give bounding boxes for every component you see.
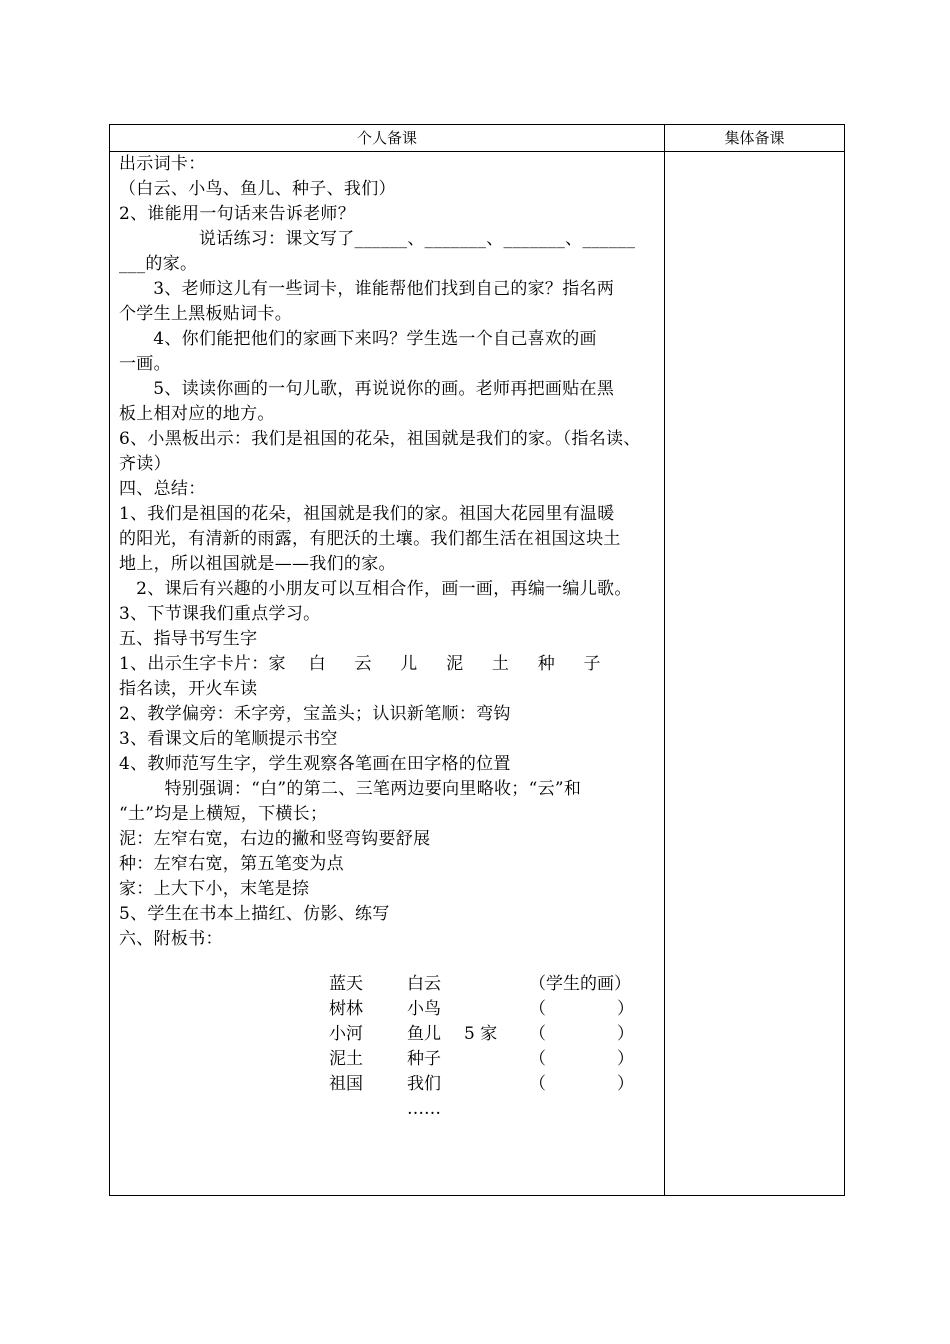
board-cell: 泥土 xyxy=(329,1049,363,1069)
board-cell: 鱼儿 xyxy=(407,1024,441,1044)
text-line: 泥：左窄右宽，右边的撇和竖弯钩要舒展 xyxy=(119,829,431,849)
text-line: 齐读） xyxy=(119,454,171,474)
column-divider xyxy=(664,125,665,1195)
section-heading-board: 六、附板书： xyxy=(119,929,223,949)
board-cell: ） xyxy=(617,1049,634,1069)
text-line: 种：左窄右宽，第五笔变为点 xyxy=(119,854,344,874)
lesson-plan-table xyxy=(109,124,845,1196)
header-personal-prep: 个人备课 xyxy=(356,129,417,147)
board-cell: ） xyxy=(617,1024,634,1044)
text-line: 说话练习：课文写了______、_______、_______、______ xyxy=(119,229,636,249)
text-line: 3、看课文后的笔顺提示书空 xyxy=(119,729,338,749)
board-cell: 树林 xyxy=(329,999,363,1019)
text-line: “土”均是上横短，下横长； xyxy=(119,804,328,824)
text-line: 出示词卡： xyxy=(119,154,206,174)
text-line: （白云、小鸟、鱼儿、种子、我们） xyxy=(119,179,396,199)
text-line: 1、出示生字卡片：家 白 云 儿 泥 土 种 子 xyxy=(119,654,601,674)
text-line: ___的家。 xyxy=(119,254,198,274)
text-line: 6、小黑板出示：我们是祖国的花朵，祖国就是我们的家。（指名读、 xyxy=(119,429,641,449)
board-layout xyxy=(119,972,659,1122)
board-cell: 小鸟 xyxy=(407,999,441,1019)
board-cell: （ xyxy=(529,1074,546,1094)
text-line: 板上相对应的地方。 xyxy=(119,404,275,424)
text-line: 地上，所以祖国就是——我们的家。 xyxy=(119,554,396,574)
board-cell: 蓝天 xyxy=(329,974,363,994)
text-line: 家：上大下小，末笔是捺 xyxy=(119,879,310,899)
board-row xyxy=(119,1072,659,1097)
board-cell: 小河 xyxy=(329,1024,363,1044)
text-line: 的阳光，有清新的雨露，有肥沃的土壤。我们都生活在祖国这块土 xyxy=(119,529,621,549)
board-cell: （学生的画） xyxy=(529,974,631,994)
text-line: 5、读读你画的一句儿歌，再说说你的画。老师再把画贴在黑 xyxy=(119,379,615,399)
board-cell: （ xyxy=(529,999,546,1019)
board-row xyxy=(119,997,659,1022)
text-line: 5、学生在书本上描红、仿影、练写 xyxy=(119,904,390,924)
board-row xyxy=(119,1022,659,1047)
text-line: 一画。 xyxy=(119,354,171,374)
text-line: 特别强调：“白”的第二、三笔两边要向里略收；“云”和 xyxy=(119,779,582,799)
board-cell: 白云 xyxy=(407,974,441,994)
board-ellipsis: …… xyxy=(407,1099,441,1119)
text-line: 3、下节课我们重点学习。 xyxy=(119,604,321,624)
board-cell: ） xyxy=(617,999,634,1019)
table-header-row xyxy=(110,125,844,152)
board-cell: ） xyxy=(617,1074,634,1094)
text-line: 2、课后有兴趣的小朋友可以互相合作，画一画，再编一编儿歌。 xyxy=(119,579,632,599)
board-cell: 5 家 xyxy=(464,1024,498,1044)
personal-prep-content xyxy=(119,152,659,1119)
text-line: 4、你们能把他们的家画下来吗？学生选一个自己喜欢的画 xyxy=(119,329,597,349)
text-line: 2、谁能用一句话来告诉老师？ xyxy=(119,204,356,224)
text-line: 2、教学偏旁：禾字旁，宝盖头；认识新笔顺：弯钩 xyxy=(119,704,511,724)
text-line: 4、教师范写生字，学生观察各笔画在田字格的位置 xyxy=(119,754,511,774)
board-cell: （ xyxy=(529,1049,546,1069)
text-line: 个学生上黑板贴词卡。 xyxy=(119,304,292,324)
board-cell: （ xyxy=(529,1024,546,1044)
section-heading-summary: 四、总结： xyxy=(119,479,206,499)
board-cell: 我们 xyxy=(407,1074,441,1094)
text-line: 1、我们是祖国的花朵，祖国就是我们的家。祖国大花园里有温暖 xyxy=(119,504,615,524)
board-row xyxy=(119,972,659,997)
text-line: 3、老师这儿有一些词卡，谁能帮他们找到自己的家？指名两 xyxy=(119,279,615,299)
board-cell: 种子 xyxy=(407,1049,441,1069)
text-line: 指名读，开火车读 xyxy=(119,679,258,699)
board-row xyxy=(119,1047,659,1072)
board-cell: 祖国 xyxy=(329,1074,363,1094)
section-heading-writing: 五、指导书写生字 xyxy=(119,629,258,649)
header-collective-prep: 集体备课 xyxy=(724,129,785,147)
board-row xyxy=(119,1097,659,1122)
